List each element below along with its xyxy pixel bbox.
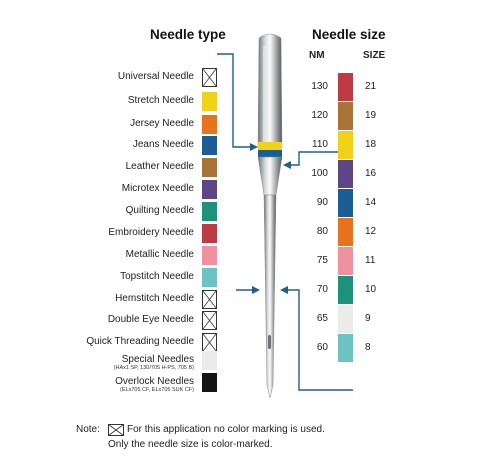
needle-type-models: (ELx705 CF, ELx705 SUK CF) bbox=[120, 387, 194, 393]
nm-value: 110 bbox=[312, 139, 328, 150]
size-value: 8 bbox=[365, 342, 371, 353]
needle-type-name: Embroidery Needle bbox=[108, 227, 194, 238]
needle-type-name: Metallic Needle bbox=[125, 249, 194, 260]
needle-eye bbox=[268, 335, 271, 349]
needle-type-name: Hemstitch Needle bbox=[115, 293, 194, 304]
needle-type-name: Jersey Needle bbox=[130, 118, 194, 129]
size-value: 16 bbox=[365, 168, 377, 179]
needle-type-heading: Needle type bbox=[150, 27, 226, 42]
nm-value: 100 bbox=[311, 168, 328, 179]
nm-value: 75 bbox=[316, 255, 328, 266]
needle-type-name: Quick Threading Needle bbox=[86, 336, 194, 347]
nm-value: 65 bbox=[316, 313, 328, 324]
nm-value: 70 bbox=[316, 284, 328, 295]
size-value: 18 bbox=[365, 139, 377, 150]
nm-value: 90 bbox=[316, 197, 328, 208]
needle-size-heading: Needle size bbox=[312, 27, 386, 42]
nm-value: 80 bbox=[316, 226, 328, 237]
size-value: 19 bbox=[365, 110, 377, 121]
nm-column-header: NM bbox=[309, 50, 325, 61]
needle-type-arrow bbox=[217, 54, 256, 147]
needle-type-name: Overlock Needles bbox=[115, 376, 194, 387]
size-value: 14 bbox=[365, 197, 377, 208]
size-value: 11 bbox=[365, 255, 376, 266]
needle-shank bbox=[258, 34, 282, 148]
needle-flat-side bbox=[263, 46, 269, 146]
needle-type-name: Topstitch Needle bbox=[120, 271, 194, 282]
needle-type-name: Quilting Needle bbox=[125, 205, 194, 216]
note-prefix: Note: bbox=[76, 424, 100, 435]
needle-size-arrow-bottom bbox=[282, 290, 353, 390]
nm-value: 60 bbox=[316, 342, 328, 353]
needle-type-name: Jeans Needle bbox=[132, 139, 194, 150]
needle-type-name: Universal Needle bbox=[117, 71, 194, 82]
needle-type-name: Double Eye Needle bbox=[107, 314, 194, 325]
needle-size-band bbox=[258, 150, 282, 157]
note-line-1: For this application no color marking is used. bbox=[127, 424, 325, 435]
needle-blade bbox=[264, 195, 276, 398]
size-value: 21 bbox=[365, 81, 377, 92]
needle-type-name: Stretch Needle bbox=[127, 95, 194, 106]
note-line-2: Only the needle size is color-marked. bbox=[108, 439, 273, 450]
needle-type-name: Leather Needle bbox=[125, 161, 194, 172]
needle-type-models: (HAx1 SP, 130/705 H-PS, 705 B) bbox=[113, 365, 194, 371]
cross-box-icon bbox=[108, 424, 124, 436]
needle-taper bbox=[258, 157, 282, 195]
needle-type-name: Special Needles bbox=[121, 354, 194, 365]
nm-value: 130 bbox=[311, 81, 328, 92]
needle-type-band bbox=[258, 142, 282, 150]
needle-size-arrow bbox=[285, 152, 338, 165]
size-column-header: SIZE bbox=[363, 50, 386, 61]
nm-value: 120 bbox=[311, 110, 328, 121]
needle-type-name: Microtex Needle bbox=[121, 183, 194, 194]
size-value: 12 bbox=[365, 226, 377, 237]
size-value: 9 bbox=[365, 313, 371, 324]
size-value: 10 bbox=[365, 284, 377, 295]
